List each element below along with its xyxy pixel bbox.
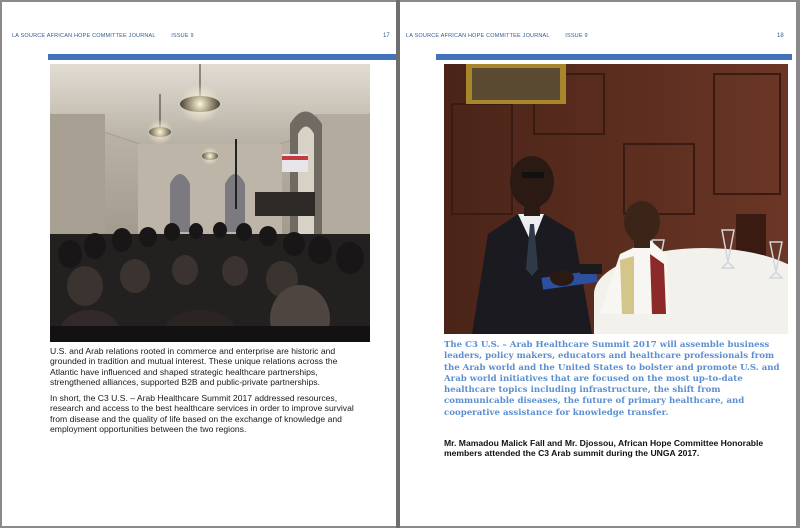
conference-hall-illustration	[50, 64, 370, 342]
left-body-text	[50, 346, 362, 440]
right-page-number: 18	[777, 33, 784, 39]
left-header-title: LA SOURCE AFRICAN HOPE COMMITTEE JOURNAL	[12, 33, 156, 39]
left-header-issue: ISSUE 9	[171, 33, 194, 39]
left-page-number: 17	[383, 33, 390, 39]
right-journal-header	[406, 33, 588, 39]
paragraph-relations: U.S. and Arab relations rooted in commerce and enterprise are historic and grounded in tradition and mutual interest. These unique relations across the Atlantic have influenced and shaped strategic healthcare partnerships, strengthened alliances, supported B2B and public-private partnerships.	[50, 346, 338, 387]
paragraph-summit-summary: In short, the C3 U.S. – Arab Healthcare Summit 2017 addressed resources, research and access to the best healthcare services in order to improve survival from disease and the quality of life based on the exchange of knowledge and employment opportunities between the two regions.	[50, 393, 354, 435]
left-page	[2, 2, 396, 526]
right-accent-bar	[436, 54, 792, 60]
right-header-title: LA SOURCE AFRICAN HOPE COMMITTEE JOURNAL	[406, 33, 550, 39]
photo-caption: Mr. Mamadou Malick Fall and Mr. Djossou, African Hope Committee Honorable members attended the C3 Arab summit during the UNGA 2017.	[444, 438, 764, 459]
right-header-issue: ISSUE 9	[565, 33, 588, 39]
left-accent-bar	[48, 54, 396, 60]
right-page	[400, 2, 796, 526]
summit-attendees-photo	[444, 64, 788, 334]
summit-highlight-paragraph: The C3 U.S. – Arab Healthcare Summit 2017 will assemble business leaders, policy makers, educators and healthcare professionals from the Arab world and the United States to bolster and promote U.S. and Arab world initiatives that are focused on the most up-to-date healthcare topics including infrastructure, the shift from communicable diseases, the future of primary healthcare, and cooperative assistance for knowledge transfer.	[444, 340, 780, 418]
summit-attendees-illustration	[444, 64, 788, 334]
left-journal-header	[12, 33, 194, 39]
conference-hall-photo	[50, 64, 370, 342]
